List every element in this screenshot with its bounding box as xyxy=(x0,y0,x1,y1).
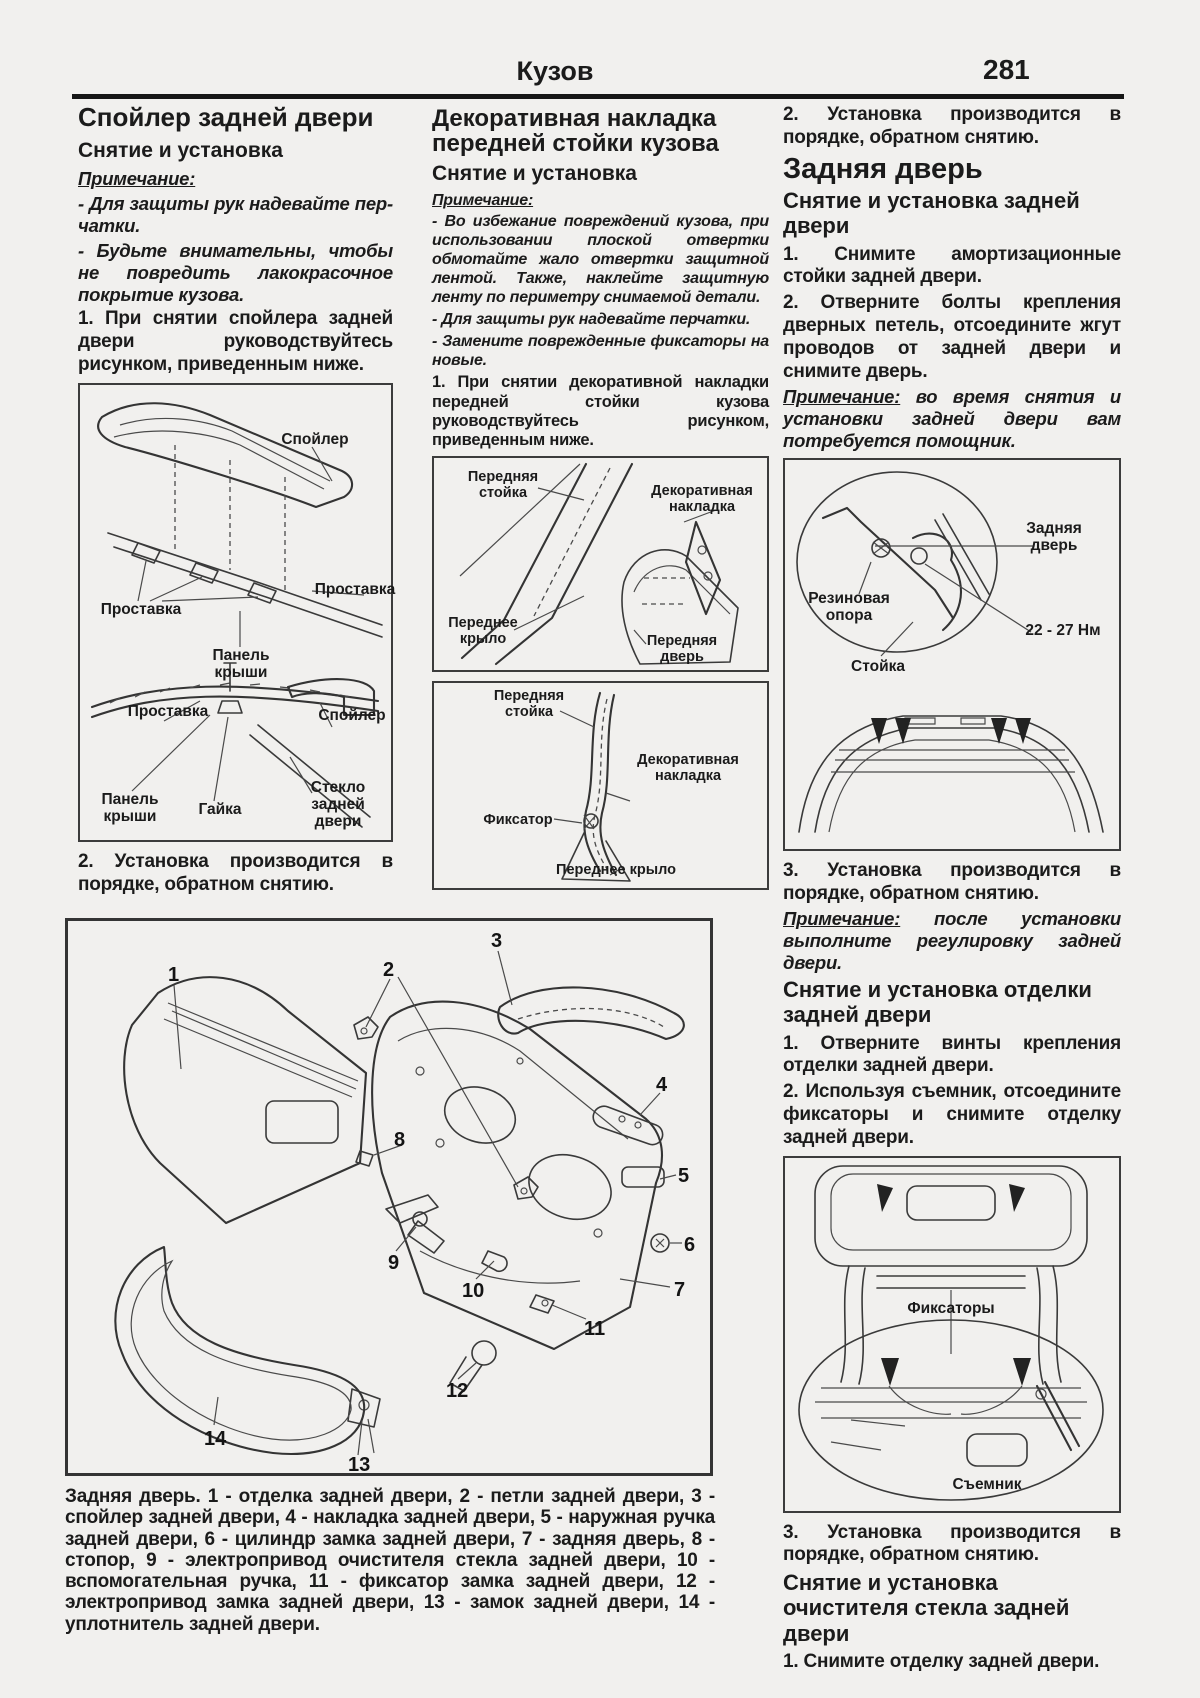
page-number: 281 xyxy=(983,54,1030,85)
figure-label-front-fender: Переднее крыло xyxy=(556,861,676,878)
callout-6: 6 xyxy=(684,1234,696,1256)
callout-4: 4 xyxy=(656,1074,668,1096)
section-title-rear-door: Задняя дверь xyxy=(783,152,983,185)
callout-13: 13 xyxy=(348,1454,371,1473)
header-rule xyxy=(72,94,1124,99)
subsection-trim-removal: Снятие и установка отделки задней двери xyxy=(783,976,1092,1028)
subsection-removal-install: Снятие и установка xyxy=(432,162,637,186)
rear-door-exploded-art xyxy=(68,921,710,1473)
callout-3: 3 xyxy=(491,930,503,952)
note-label: Примечание: xyxy=(78,168,196,190)
figure-label-clips: Фиксаторы xyxy=(907,1299,995,1317)
subsection-removal-install: Снятие и установка xyxy=(78,139,283,163)
figure-label-rear-glass: Стекло задней двери xyxy=(310,778,366,830)
note-text: после установки выполните регулировку задней двери. xyxy=(783,908,1121,974)
figure-label-strut: Стойка xyxy=(851,657,905,675)
figure-label-roof-panel-bottom: Панель крыши xyxy=(101,790,159,825)
step-text: 3. Установка производится в порядке, обратном снятию. xyxy=(783,859,1121,904)
page-header-title: Кузов xyxy=(516,56,594,86)
figure-pillar-trim-location xyxy=(432,456,769,672)
callout-9: 9 xyxy=(388,1252,400,1274)
callout-5: 5 xyxy=(678,1165,690,1187)
figure-label-rubber-support: Резиновая опора xyxy=(808,589,890,624)
note-item: - Во избежание повреждений кузова, при использовании плоской отвертки обмотайте жало отвертки защитной лентой. Также, наклейте защитную ленту по периметру снимаемой детали. xyxy=(432,213,769,306)
figure-label-decor-trim: Декоративная накладка xyxy=(637,751,739,784)
note-text: во время снятия и установки задней двери вам потребуется помощник. xyxy=(783,386,1121,452)
step-text: 1. При снятии спойлера задней двери руководствуйтесь рисунком, приведенным ниже. xyxy=(78,308,393,375)
figure-label-front-pillar: Передняя стойка xyxy=(493,687,565,720)
subsection-rear-door-removal: Снятие и установка задней двери xyxy=(783,188,1080,239)
callout-11: 11 xyxy=(584,1318,606,1340)
column-rear-door xyxy=(783,104,1121,1677)
callout-7: 7 xyxy=(674,1279,686,1301)
section-title-spoiler: Спойлер задней двери xyxy=(78,102,374,132)
figure-label-nut: Гайка xyxy=(198,800,242,818)
step-text: 2. Отверните болты крепления дверных петель, отсоедините жгут проводов от задней двери и снимите дверь. xyxy=(783,292,1121,382)
note-label: Примечание: xyxy=(432,191,534,209)
figure-label-clip: Фиксатор xyxy=(483,811,553,828)
step-text: 3. Установка производится в порядке, обратном снятию. xyxy=(783,1521,1121,1566)
callout-8: 8 xyxy=(394,1129,406,1151)
figure-rear-door-exploded xyxy=(65,918,713,1476)
step-text: 2. Установка производится в порядке, обратном снятию. xyxy=(78,850,393,895)
figure-label-remover: Съемник xyxy=(952,1475,1022,1493)
figure-label-torque: 22 - 27 Нм xyxy=(1025,621,1101,639)
figure-label-decor-trim: Декоративная накладка xyxy=(651,482,753,515)
subsection-wiper-removal: Снятие и установка очистителя стекла задней двери xyxy=(783,1570,1070,1646)
column-spoiler xyxy=(78,102,396,899)
callout-2: 2 xyxy=(383,959,395,981)
figure-label-spacer-bottom: Проставка xyxy=(127,702,209,720)
figure-label-front-fender: Переднее крыло xyxy=(448,614,518,647)
figure-label-front-pillar: Передняя стойка xyxy=(467,468,539,501)
trim-clips-art xyxy=(785,1158,1119,1507)
callout-10: 10 xyxy=(462,1280,485,1302)
step-text: 1. Снимите амортизационные стойки задней двери. xyxy=(783,243,1121,288)
figure-label-spoiler-bottom: Спойлер xyxy=(318,706,386,724)
column-pillar-trim xyxy=(432,104,769,899)
step-text: 1. Снимите отделку задней двери. xyxy=(783,1651,1100,1673)
step-text: 1. Отверните винты крепления отделки задней двери. xyxy=(783,1032,1121,1077)
note-item: - Замените поврежденные фиксаторы на новые. xyxy=(432,332,769,369)
figure-label-front-door: Передняя дверь xyxy=(646,632,718,665)
figure-spoiler-exploded xyxy=(78,383,396,842)
step-text: 2. Установка производится в порядке, обратном снятию. xyxy=(783,104,1121,148)
step-text: 2. Используя съемник, отсоедините фиксаторы и снимите отделку задней двери. xyxy=(783,1081,1121,1148)
callout-1: 1 xyxy=(168,964,180,986)
figure-pillar-trim-detail xyxy=(432,681,769,890)
figure-label-rear-door: Задняя дверь xyxy=(1026,519,1082,554)
section-title-pillar-trim: Декоративная накладка передней стойки кузова xyxy=(432,105,719,158)
callout-14: 14 xyxy=(204,1428,227,1450)
figure-caption: Задняя дверь. 1 - отделка задней двери, 2 - петли задней двери, 3 - спойлер задней двери, 4 - накладка задней двери, 5 - наружная ручка задней двери, 6 - цилиндр замка задней двери, 7 - задняя дверь, 8 - стопор, 9 - электропривод очистителя стекла задней двери, 10 - вспомогательная ручка, 11 - фиксатор замка задней двери, 12 - электропривод замка задней двери, 13 - замок задней двери, 14 - уплотнитель задней двери. xyxy=(65,1486,715,1635)
callout-12: 12 xyxy=(446,1380,469,1402)
strut-diagram-art xyxy=(785,460,1119,845)
note-item: - Для защиты рук надевайте пер-чатки. xyxy=(78,193,393,237)
step-text: 1. При снятии декоративной накладки передней стойки кузова руководствуйтесь рисунком, приведенным ниже. xyxy=(432,373,769,449)
figure-rear-door-strut xyxy=(783,458,1121,851)
figure-label-spoiler: Спойлер xyxy=(281,430,349,448)
note-item: - Будьте внимательны, чтобы не повредить лакокрасочное покрытие кузова. xyxy=(78,239,393,305)
note-label: Примечание: xyxy=(783,386,901,408)
note-label: Примечание: xyxy=(783,908,901,930)
figure-label-spacer-right: Проставка xyxy=(314,580,396,598)
note-item: - Для защиты рук надевайте перчатки. xyxy=(432,310,751,328)
figure-label-spacer-left: Проставка xyxy=(100,600,182,618)
figure-label-roof-panel: Панель крыши xyxy=(212,646,270,681)
figure-door-trim-clips xyxy=(783,1156,1121,1513)
